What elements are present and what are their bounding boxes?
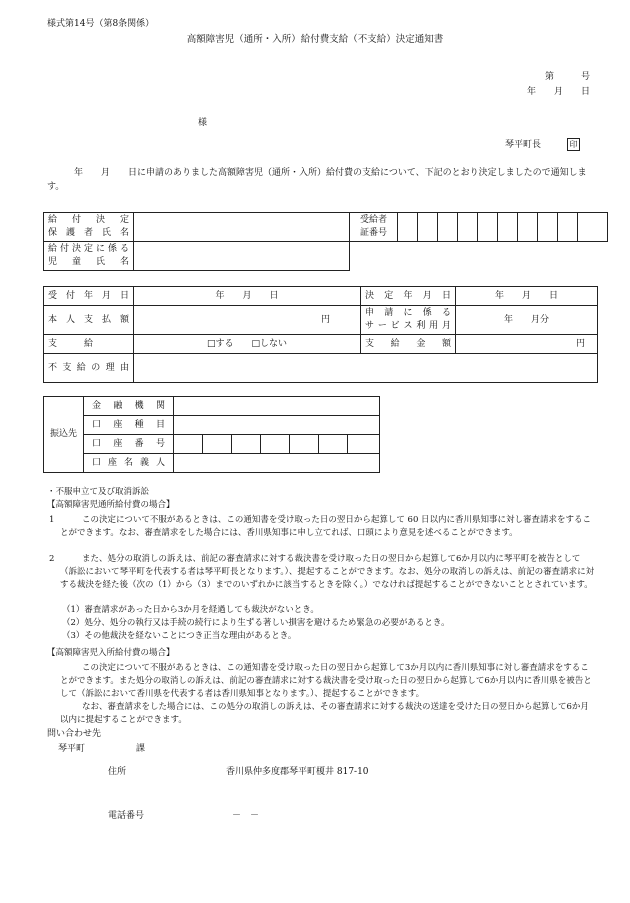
account-number-label: 口座番号 [84,435,174,454]
decision-date-value[interactable]: 年 月 日 [456,287,598,306]
recipient-number-digit[interactable] [538,213,558,242]
recipient-number-digit[interactable] [518,213,538,242]
denial-reason-field[interactable] [134,354,598,383]
self-pay-label: 本人支払額 [44,306,134,335]
note-2-text: また、処分の取消しの訴えは、前記の審査請求に対する裁決書を受け取った日の翌日から起算して6か月以内に琴平町を被告として（訴訟において琴平町を代表する者は琴平町長となります。）、提起することができます。なお、処分の取消しの訴えは、前記の審査請求に対する裁決を経た後（次の（1）から（3）までのいずれかに該当するときを除く。）でなければ提起することができないこととされています。 [60,554,595,590]
condition-item-2: （2）処分、処分の執行又は手続の続行により生ずる著しい損害を避けるため緊急の必要があるとき。 [62,618,450,628]
guardian-name-field[interactable] [134,213,350,242]
appeal-heading: ・不服申立て及び取消訴訟 [47,487,150,497]
amount-value[interactable]: 円 [456,335,598,354]
decision-table [43,286,598,383]
condition-item-1: （1）審査請求があった日から3か月を経過しても裁決がないとき。 [62,605,319,615]
outpatient-subheading: 【高額障害児通所給付費の場合】 [47,500,175,510]
issuer-line [505,138,580,151]
contact-town: 琴平町 [58,744,86,754]
recipient-number-digit[interactable] [438,213,458,242]
contact-phone-value: － － [232,811,260,821]
account-number-digit[interactable] [319,435,348,454]
recipient-number-digit[interactable] [398,213,418,242]
document-date-line: 年 月 日 [526,87,590,97]
child-name-label: 給付決定に係る 児童氏名 [44,242,134,271]
applicant-table [43,212,608,271]
bank-transfer-table [43,396,380,473]
received-date-label: 受付年月日 [44,287,134,306]
account-holder-field[interactable] [174,454,380,473]
service-month-value[interactable]: 年 月分 [456,306,598,335]
note-2-number: 2 [49,554,55,564]
account-number-digit[interactable] [290,435,319,454]
recipient-number-label: 受給者 証番号 [350,213,398,242]
account-number-digit[interactable] [174,435,203,454]
form-number: 様式第14号（第8条関係） [47,19,155,29]
intro-paragraph: 年 月 日に申請のありました高額障害児（通所・入所）給付費の支給について、下記のとおり決定しましたので通知します。 [47,168,587,192]
bank-name-label: 金融機関 [84,397,174,416]
amount-label: 支給金額 [361,335,456,354]
bank-name-field[interactable] [174,397,380,416]
self-pay-value[interactable]: 円 [134,306,361,335]
child-name-field[interactable] [134,242,350,271]
account-number-digit[interactable] [348,435,380,454]
recipient-number-digit[interactable] [498,213,518,242]
addressee-suffix: 様 [198,118,208,128]
account-type-field[interactable] [174,416,380,435]
account-holder-label: 口座名義人 [84,454,174,473]
account-number-digit[interactable] [261,435,290,454]
transfer-label: 振込先 [44,397,84,473]
recipient-number-digit[interactable] [558,213,578,242]
service-month-label: 申請に係る サービス利用月 [361,306,456,335]
recipient-number-digit[interactable] [458,213,478,242]
account-type-label: 口座種目 [84,416,174,435]
recipient-number-digit[interactable] [418,213,438,242]
denial-reason-label: 不支給の理由 [44,354,134,383]
guardian-name-label: 給付決定 保護者氏名 [44,213,134,242]
residential-paragraph-2: なお、審査請求をした場合には、この処分の取消しの訴えは、その審査請求に対する裁決の送達を受けた日の翌日から起算して6か月以内に提起することができます。 [60,702,589,725]
residential-subheading: 【高額障害児入所給付費の場合】 [47,648,175,658]
received-date-value[interactable]: 年 月 日 [134,287,361,306]
decision-date-label: 決定年月日 [361,287,456,306]
contact-heading: 問い合わせ先 [47,729,102,739]
note-1-text: この決定について不服があるときは、この通知書を受け取った日の翌日から起算して 60 日以内に香川県知事に対し審査請求をすることができます。なお、審査請求をした場合には、香川県知事に申し立てれば、口頭により意見を述べることができます。 [60,515,592,538]
account-number-digit[interactable] [203,435,232,454]
contact-address-label: 住所 [108,767,127,777]
document-title: 高額障害児（通所・入所）給付費支給（不支給）決定通知書 [186,34,444,45]
document-number-line: 第 号 [544,72,590,82]
payment-label: 支 給 [44,335,134,354]
contact-section: 課 [136,744,146,754]
residential-paragraph: この決定について不服があるときは、この通知書を受け取った日の翌日から起算して3か月以内に香川県知事に対し審査請求をすることができます。また処分の取消しの訴えは、前記の審査請求に対する裁決書を受け取った日の翌日から起算して6か月以内に香川県を被告として（訴訟において香川県を代表する者は香川県知事となります。）、提起することができます。 [60,663,592,699]
contact-phone-label: 電話番号 [108,811,145,821]
condition-item-3: （3）その他裁決を経ないことにつき正当な理由があるとき。 [62,631,297,641]
account-number-digit[interactable] [232,435,261,454]
note-1-number: 1 [49,515,55,525]
recipient-number-digit[interactable] [478,213,498,242]
recipient-number-digit[interactable] [578,213,608,242]
contact-address-value: 香川県仲多度郡琴平町榎井 817-10 [226,767,369,777]
seal-mark: 印 [567,138,580,151]
payment-options[interactable]: □する □しない [134,335,361,354]
issuer-name: 琴平町長 [505,140,542,150]
